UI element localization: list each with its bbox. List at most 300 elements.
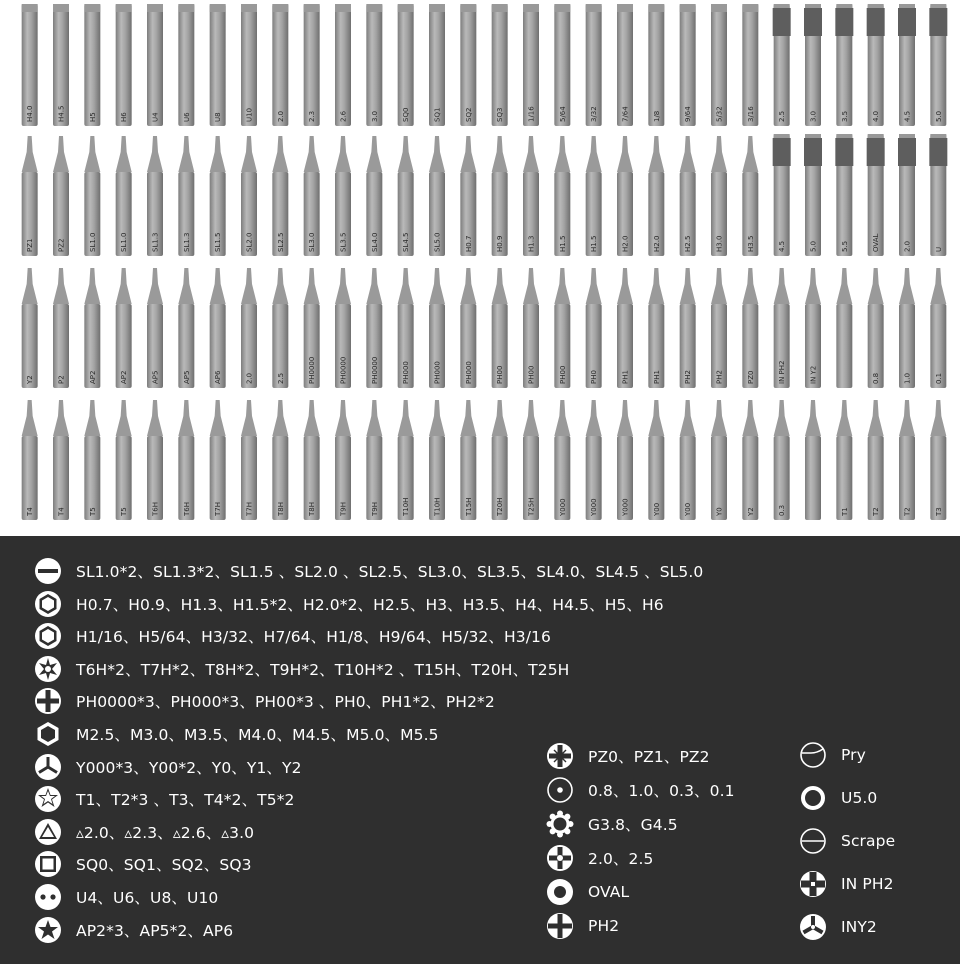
legend-row — [799, 826, 895, 856]
bit-size-label: 1/16 — [527, 106, 536, 122]
legend-text: Scrape — [841, 832, 896, 850]
screwdriver-bit — [84, 4, 100, 126]
screwdriver-bit — [586, 400, 602, 520]
legend-row — [34, 849, 252, 879]
bit-size-label: T20H — [496, 497, 505, 516]
screwdriver-bit — [304, 136, 320, 256]
legend-row — [34, 719, 439, 749]
screwdriver-bit — [398, 4, 414, 126]
screwdriver-bit — [366, 4, 382, 126]
screwdriver-bit — [335, 400, 351, 520]
bit-size-label: PH00 — [558, 365, 567, 384]
legend-text: U4、U6、U8、U10 — [76, 889, 219, 907]
bit-size-label: PH000 — [464, 361, 473, 384]
bit-size-label: 3.5 — [840, 110, 849, 122]
screwdriver-bit — [867, 4, 885, 126]
tri-wing-icon — [34, 753, 62, 781]
hex-metric-icon — [34, 590, 62, 618]
bit-size-label: AP5 — [182, 370, 191, 384]
screwdriver-bit — [210, 136, 226, 256]
bit-size-label: 4.5 — [778, 240, 787, 252]
bit-size-label: T6H — [182, 502, 191, 516]
phillips-icon — [34, 687, 62, 715]
screwdriver-bit — [523, 400, 539, 520]
screwdriver-bit — [742, 136, 758, 256]
screwdriver-bit — [835, 4, 853, 126]
screwdriver-bit — [272, 136, 288, 256]
screwdriver-bit — [929, 134, 947, 256]
bit-size-label: PH0000 — [308, 356, 317, 384]
screwdriver-bit — [335, 4, 351, 126]
bit-size-label: T2 — [903, 507, 912, 516]
screwdriver-bit — [84, 400, 100, 520]
legend-text: 2.0、2.5 — [588, 850, 654, 868]
bit-size-label: AP6 — [214, 370, 223, 384]
bit-size-label: PH0000 — [339, 356, 348, 384]
bit-size-label: SL3.5 — [339, 232, 348, 252]
screwdriver-bit — [930, 268, 946, 388]
screwdriver-bit — [554, 136, 570, 256]
screwdriver-bit — [429, 400, 445, 520]
bit-size-label: H0.7 — [464, 235, 473, 252]
legend-text: 0.8、1.0、0.3、0.1 — [588, 782, 735, 800]
bit-size-label: IN Y2 — [809, 365, 818, 384]
bit-size-label: T5 — [120, 507, 129, 516]
legend-row — [546, 741, 710, 771]
screwdriver-bit — [53, 400, 69, 520]
legend-text: Y000*3、Y00*2、Y0、Y1、Y2 — [76, 758, 302, 777]
legend-text: AP2*3、AP5*2、AP6 — [76, 921, 234, 940]
bit-size-label: H4.0 — [26, 105, 35, 122]
bit-size-label: AP2 — [88, 370, 97, 384]
bit-size-label: 9/64 — [684, 106, 693, 122]
bit-size-label: 5.5 — [840, 240, 849, 252]
screwdriver-bit — [648, 400, 664, 520]
bit-size-label: T9H — [339, 502, 348, 516]
screwdriver-bit — [868, 400, 884, 520]
bit-size-label: U8 — [214, 112, 223, 122]
bit-size-label: SQ1 — [433, 107, 442, 122]
in-ph2-icon — [799, 870, 827, 898]
legend-row — [546, 809, 678, 839]
bit-size-label: SQ0 — [402, 107, 411, 122]
bit-size-label: SQ2 — [464, 107, 473, 122]
bit-size-label: U10 — [245, 107, 254, 122]
bit-size-label: H5 — [88, 112, 97, 122]
screwdriver-bit — [272, 4, 288, 126]
screwdriver-bit — [680, 136, 696, 256]
bit-size-label: SL1.5 — [214, 232, 223, 252]
screwdriver-bit — [680, 400, 696, 520]
screwdriver-bit — [492, 268, 508, 388]
screwdriver-bit — [492, 4, 508, 126]
bit-size-label: 5.0 — [934, 110, 943, 122]
bit-size-label: T7H — [245, 502, 254, 516]
bit-size-label: 2.0 — [276, 110, 285, 122]
bit-size-label: 2.0 — [903, 240, 912, 252]
scrape-icon — [799, 827, 827, 855]
screwdriver-bit — [366, 136, 382, 256]
bit-size-label: T7H — [214, 502, 223, 516]
bit-size-label: SL4.0 — [370, 232, 379, 252]
legend-text: T6H*2、T7H*2、T8H*2、T9H*2、T10H*2 、T15H、T20H、T25H — [76, 660, 570, 679]
bit-size-label: SL1.0 — [120, 232, 129, 252]
screwdriver-bit — [272, 268, 288, 388]
bit-size-label: 0.8 — [872, 372, 881, 384]
bit-size-label: H1.5 — [558, 235, 567, 252]
screwdriver-bit — [335, 136, 351, 256]
screwdriver-bit — [210, 400, 226, 520]
bit-size-label: IN PH2 — [778, 360, 787, 384]
screwdriver-bit — [711, 268, 727, 388]
pentalobe-icon — [34, 916, 62, 944]
screwdriver-bit — [304, 268, 320, 388]
bit-size-label: T25H — [527, 497, 536, 516]
bit-size-label: Y00 — [684, 502, 693, 516]
legend-text: T1、T2*3 、T3、T4*2、T5*2 — [76, 791, 295, 810]
screwdriver-bit — [178, 136, 194, 256]
bit-size-label: PZ0 — [746, 370, 755, 384]
spanner-icon — [34, 883, 62, 911]
bit-size-label: Y2 — [746, 507, 755, 516]
screwdriver-bit — [22, 136, 38, 256]
bit-size-label: H2.5 — [684, 235, 693, 252]
legend-row — [34, 686, 495, 716]
screwdriver-bit — [899, 400, 915, 520]
screwdriver-bit — [586, 268, 602, 388]
legend-row — [799, 783, 877, 813]
screwdriver-bit — [241, 136, 257, 256]
screwdriver-bit — [742, 4, 758, 126]
screwdriver-bit — [492, 136, 508, 256]
screwdriver-bit — [304, 400, 320, 520]
screwdriver-bit — [929, 4, 947, 126]
bit-size-label: SL5.0 — [433, 232, 442, 252]
bit-size-label: PH000 — [402, 361, 411, 384]
screwdriver-bit — [617, 136, 633, 256]
bit-size-label: 0.1 — [934, 372, 943, 384]
legend-row — [546, 843, 654, 873]
screwdriver-bit — [930, 400, 946, 520]
screwdriver-bit — [648, 136, 664, 256]
screwdriver-bit — [429, 4, 445, 126]
bit-size-label: P2 — [57, 375, 66, 384]
screwdriver-bit — [680, 268, 696, 388]
bit-size-label: 5.0 — [809, 240, 818, 252]
bit-size-label: PH2 — [715, 370, 724, 384]
hex-socket-icon — [34, 720, 62, 748]
screwdriver-bit — [116, 4, 132, 126]
screwdriver-bit — [742, 400, 758, 520]
bit-size-label: 4.5 — [903, 110, 912, 122]
screwdriver-bit — [805, 268, 821, 388]
bit-size-label: PH0000 — [370, 356, 379, 384]
screwdriver-bit — [460, 4, 476, 126]
bit-size-label: T8H — [308, 502, 317, 516]
slotted-icon — [34, 557, 62, 585]
legend-text: U5.0 — [841, 789, 878, 807]
screwdriver-bit — [22, 400, 38, 520]
bit-size-label: T2 — [872, 507, 881, 516]
legend-row — [34, 654, 569, 684]
screwdriver-bit — [711, 4, 727, 126]
screwdriver-bit — [804, 134, 822, 256]
bit-size-label: T10H — [433, 497, 442, 516]
screwdriver-bit — [554, 4, 570, 126]
bit-size-label: U — [934, 246, 943, 252]
cross-icon — [546, 912, 574, 940]
legend-row — [34, 817, 254, 847]
gear-icon — [546, 810, 574, 838]
bit-size-label: H0.9 — [496, 235, 505, 252]
bit-size-label: 2.3 — [308, 110, 317, 122]
bit-size-label: SL1.3 — [151, 232, 160, 252]
screwdriver-bit — [241, 400, 257, 520]
bit-size-label: T1 — [840, 507, 849, 516]
screwdriver-bit — [272, 400, 288, 520]
bit-size-label: H3.0 — [715, 235, 724, 252]
screwdriver-bit — [53, 268, 69, 388]
bit-size-label: H6 — [120, 112, 129, 122]
screwdriver-bit — [867, 134, 885, 256]
bit-size-label: T6H — [151, 502, 160, 516]
legend-text: Pry — [841, 746, 866, 764]
bit-size-label: 3/32 — [590, 106, 599, 122]
bit-size-label: SL1.3 — [182, 232, 191, 252]
bit-size-label: 2.6 — [339, 110, 348, 122]
bit-size-label: T9H — [370, 502, 379, 516]
bit-size-label: Y000 — [558, 498, 567, 516]
bit-size-label: H2.0 — [621, 235, 630, 252]
dot-icon — [546, 776, 574, 804]
screwdriver-bit — [429, 268, 445, 388]
bit-size-label: T10H — [402, 497, 411, 516]
screwdriver-bit — [742, 268, 758, 388]
screwdriver-bit — [899, 268, 915, 388]
screwdriver-bit — [53, 4, 69, 126]
screwdriver-bit — [178, 400, 194, 520]
ring-icon — [799, 784, 827, 812]
screwdriver-bit — [22, 268, 38, 388]
screwdriver-bit — [116, 136, 132, 256]
screwdriver-bit — [711, 136, 727, 256]
bit-size-label: PH0 — [590, 370, 599, 384]
legend-text: PH0000*3、PH000*3、PH00*3 、PH0、PH1*2、PH2*2 — [76, 693, 495, 712]
bit-size-label: 0.3 — [778, 504, 787, 516]
screwdriver-bit — [586, 136, 602, 256]
bit-size-label: SL2.0 — [245, 232, 254, 252]
bit-size-label: 1.0 — [903, 372, 912, 384]
screwdriver-bit — [178, 4, 194, 126]
screwdriver-bit — [366, 400, 382, 520]
oval-icon — [546, 878, 574, 906]
screwdriver-bit — [147, 400, 163, 520]
screwdriver-bit — [648, 268, 664, 388]
bit-size-label: SL3.0 — [308, 232, 317, 252]
screwdriver-bit — [241, 268, 257, 388]
screwdriver-bit — [460, 400, 476, 520]
screwdriver-bit — [835, 134, 853, 256]
bit-size-label: 7/64 — [621, 106, 630, 122]
bit-size-label: T15H — [464, 497, 473, 516]
legend-row — [546, 877, 629, 907]
screwdriver-bit — [898, 4, 916, 126]
screwdriver-bit — [773, 134, 791, 256]
legend-text: H0.7、H0.9、H1.3、H1.5*2、H2.0*2、H2.5、H3、H3.5、H4、H4.5、H5、H6 — [76, 595, 664, 614]
legend-text: M2.5、M3.0、M3.5、M4.0、M4.5、M5.0、M5.5 — [76, 726, 439, 744]
cross-dots-icon — [546, 844, 574, 872]
bit-legend-panel — [0, 536, 960, 964]
screwdriver-bit — [836, 400, 852, 520]
bit-size-label: T4 — [26, 507, 35, 516]
screwdriver-bit — [773, 4, 791, 126]
legend-text: PZ0、PZ1、PZ2 — [588, 748, 710, 766]
screwdriver-bit — [617, 4, 633, 126]
torx-icon — [34, 655, 62, 683]
screwdriver-bit — [116, 268, 132, 388]
in-y2-icon — [799, 913, 827, 941]
legend-text: G3.8、G4.5 — [588, 816, 678, 834]
legend-row — [34, 752, 302, 782]
screwdriver-bit — [241, 4, 257, 126]
bit-size-label: Y000 — [621, 498, 630, 516]
bit-size-label: SL1.0 — [88, 232, 97, 252]
bit-size-label: PH00 — [496, 365, 505, 384]
screwdriver-bit — [147, 136, 163, 256]
bit-size-label: T8H — [276, 502, 285, 516]
bit-size-label: SL4.5 — [402, 232, 411, 252]
screwdriver-bit — [804, 4, 822, 126]
bit-size-label: 1/8 — [652, 110, 661, 122]
screwdriver-bit — [554, 268, 570, 388]
legend-row — [546, 775, 735, 805]
bit-size-label: H4.5 — [57, 105, 66, 122]
legend-text: PH2 — [588, 917, 620, 935]
bit-size-label: SL2.5 — [276, 232, 285, 252]
screwdriver-bit — [398, 268, 414, 388]
screwdriver-bit — [460, 136, 476, 256]
screwdriver-bit — [460, 268, 476, 388]
bit-size-label: AP5 — [151, 370, 160, 384]
bit-size-label: U4 — [151, 112, 160, 122]
screwdriver-bit — [210, 4, 226, 126]
screwdriver-bit — [617, 400, 633, 520]
screwdriver-bit — [523, 136, 539, 256]
bit-size-label: PH1 — [621, 370, 630, 384]
screwdriver-bit — [680, 4, 696, 126]
bit-size-label: Y00 — [652, 502, 661, 516]
legend-text: SQ0、SQ1、SQ2、SQ3 — [76, 856, 252, 875]
legend-text: OVAL — [588, 883, 630, 901]
bit-size-label: T4 — [57, 507, 66, 516]
screwdriver-bit — [774, 400, 790, 520]
legend-text: INY2 — [841, 918, 877, 936]
bit-size-label: 2.5 — [276, 372, 285, 384]
screwdriver-bit — [523, 268, 539, 388]
legend-row — [546, 911, 619, 941]
screwdriver-bit — [398, 136, 414, 256]
bit-size-label: PZ2 — [57, 238, 66, 252]
bit-size-label: U6 — [182, 112, 191, 122]
screwdriver-bit — [178, 268, 194, 388]
bit-size-label: PH1 — [652, 370, 661, 384]
screwdriver-bit — [84, 136, 100, 256]
bit-size-label: PH000 — [433, 361, 442, 384]
screwdriver-bit — [492, 400, 508, 520]
bit-size-label: Y000 — [590, 498, 599, 516]
bit-size-label: OVAL — [872, 233, 881, 252]
bit-size-label: PH00 — [527, 365, 536, 384]
screwdriver-bit — [53, 136, 69, 256]
bit-size-label: T5 — [88, 507, 97, 516]
legend-text: SL1.0*2、SL1.3*2、SL1.5 、SL2.0 、SL2.5、SL3.0、SL3.5、SL4.0、SL4.5 、SL5.0 — [76, 563, 704, 581]
legend-row — [799, 912, 877, 942]
screwdriver-bit — [147, 268, 163, 388]
bit-size-label: 5/32 — [715, 106, 724, 122]
legend-text: H1/16、H5/64、H3/32、H7/64、H1/8、H9/64、H5/32、H3/16 — [76, 628, 551, 647]
screwdriver-bit — [398, 400, 414, 520]
legend-text: IN PH2 — [841, 875, 894, 893]
screwdriver-bit — [554, 400, 570, 520]
bit-size-label: PZ1 — [26, 238, 35, 252]
legend-row — [34, 915, 233, 945]
square-icon — [34, 850, 62, 878]
screwdriver-bit — [617, 268, 633, 388]
legend-row — [34, 556, 703, 586]
legend-row — [34, 589, 664, 619]
screwdriver-bit — [84, 268, 100, 388]
star-icon — [34, 785, 62, 813]
screwdriver-bit — [147, 4, 163, 126]
screwdriver-bit — [304, 4, 320, 126]
screwdriver-bit — [836, 268, 852, 388]
legend-row — [799, 869, 894, 899]
screwdriver-bit — [898, 134, 916, 256]
legend-row — [799, 740, 866, 770]
screwdriver-bit — [774, 268, 790, 388]
legend-text: ▵2.0、▵2.3、▵2.6、▵3.0 — [76, 823, 255, 842]
screwdriver-bit — [805, 400, 821, 520]
screwdriver-bit — [523, 4, 539, 126]
pry-icon — [799, 741, 827, 769]
screwdriver-bit — [868, 268, 884, 388]
screwdriver-bit — [335, 268, 351, 388]
hex-imperial-icon — [34, 622, 62, 650]
bit-size-label: Y0 — [715, 507, 724, 516]
screwdriver-bit — [22, 4, 38, 126]
bit-size-label: 3.0 — [809, 110, 818, 122]
triangle-icon — [34, 818, 62, 846]
bit-size-label: H1.3 — [527, 235, 536, 252]
screwdriver-bit — [648, 4, 664, 126]
screwdriver-bit — [429, 136, 445, 256]
bit-size-label: H2.0 — [652, 235, 661, 252]
screwdriver-bit — [116, 400, 132, 520]
bit-size-label: 2.0 — [245, 372, 254, 384]
bit-size-label: Y2 — [26, 375, 35, 384]
legend-row — [34, 784, 295, 814]
screwdriver-bit — [366, 268, 382, 388]
bit-size-label: 4.0 — [872, 110, 881, 122]
legend-row — [34, 882, 218, 912]
legend-row — [34, 621, 551, 651]
pozidriv-icon — [546, 742, 574, 770]
screwdriver-bit — [711, 400, 727, 520]
screwdriver-bit — [210, 268, 226, 388]
bit-size-label: T3 — [934, 507, 943, 516]
bit-size-label: AP2 — [120, 370, 129, 384]
bit-size-label: 5/64 — [558, 106, 567, 122]
